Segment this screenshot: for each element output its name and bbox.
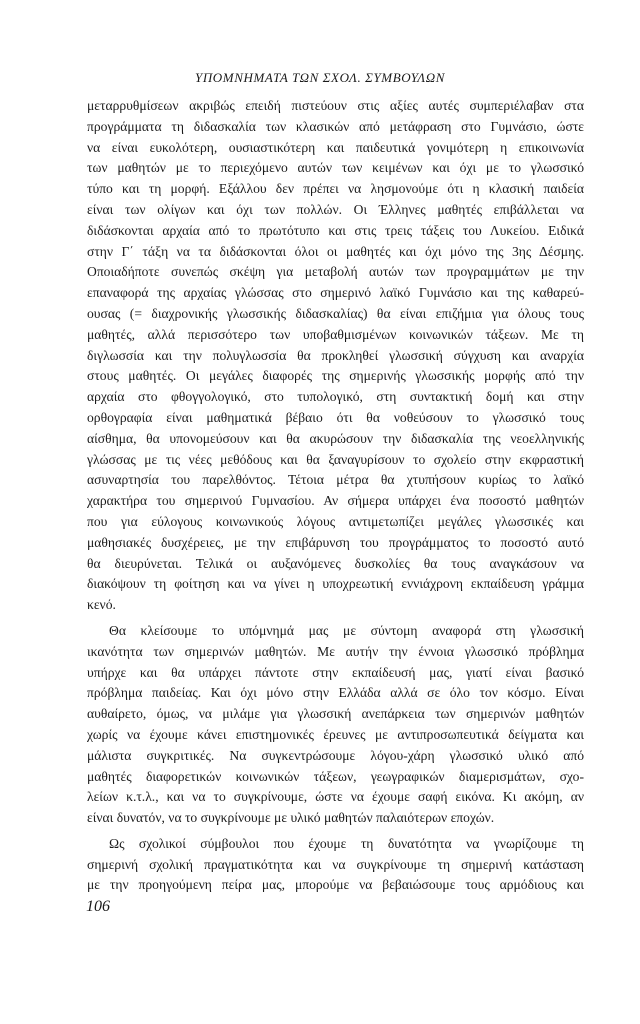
text-line: θα διευρύνεται. Τελικά οι αυξανόμενες δυσκολίες θα τους αναγκάσουν να [87, 555, 584, 571]
text-line: να είναι ευκολότερη, ουσιαστικότερη και παιδευτικά γονιμότερη η επικοινωνία [87, 139, 584, 155]
paragraph [87, 834, 584, 896]
text-line: γλώσσας με τις νέες μεθόδους και θα ξαναγυρίσουν το σχολείο στην εκφραστική [87, 451, 584, 467]
text-line: Οποιαδήποτε συνεπώς σκέψη για μεταβολή αυτών των προγραμμάτων με την [87, 264, 584, 280]
text-line: υπήρχε και θα υπάρχει πάντοτε στην εκπαίδευσή μας, γιατί είναι βασικό [87, 664, 584, 680]
text-line: χωρίς να έχουμε κάνει επιστημονικές έρευνες με αντιπροσωπευτικά δείγματα και [87, 726, 584, 742]
text-line: τύπο και τη μορφή. Εξάλλου δεν πρέπει να λησμονούμε ότι η κλασική παιδεία [87, 181, 584, 197]
paragraph [87, 96, 584, 616]
paragraph [87, 621, 584, 829]
text-line: των μαθητών με το περιεχόμενο αυτών των κειμένων και όχι με το γλωσσικό [87, 160, 584, 176]
running-header: ΥΠΟΜΝΗΜΑΤΑ ΤΩΝ ΣΧΟΛ. ΣΥΜΒΟΥΛΩΝ [194, 70, 446, 85]
text-line: ικανότητα των σημερινών μαθητών. Με αυτήν την έννοια γλωσσικό πρόβλημα [87, 643, 584, 659]
text-line: μαθησιακές δυσχέρειες, με την επιβάρυνση του προγράμματος το ποσοστό αυτό [87, 534, 584, 550]
text-line: προγράμματα τη διδασκαλία των κλασικών από μετάφραση στο Γυμνάσιο, ώστε [87, 118, 584, 134]
text-line: μαθητές διαφορετικών κοινωνικών τάξεων, γεωγραφικών διαμερισμάτων, σχο- [87, 768, 584, 784]
text-line: με την προηγούμενη πείρα μας, μπορούμε να βεβαιώσουμε τους αρμόδιους και [87, 877, 584, 893]
text-line: Ως σχολικοί σύμβουλοι που έχουμε τη δυνατότητα να γνωρίζουμε τη [109, 835, 584, 851]
text-line: μάλιστα συγκριτικές. Να συγκεντρώσουμε λόγου-χάρη γλωσσικό υλικό από [87, 747, 584, 763]
page-number: 106 [86, 898, 110, 915]
text-line: διακόψουν τη φοίτηση και να γίνει η υποχρεωτική εννιάχρονη εκπαίδευση γράμμα [87, 576, 584, 592]
text-line: στην Γ΄ τάξη να τα διδάσκονται όλοι οι μαθητές και όχι μόνο της 3ης Δέσμης. [87, 243, 584, 259]
text-line: μαθητές, αλλά περισσότερο των υποβαθμισμένων κοινωνικών τάξεων. Με τη [87, 326, 584, 342]
text-line: ουσας (= διαχρονικής γλωσσικής διδασκαλίας) θα είναι επιζήμια για όλους τους [87, 305, 584, 321]
text-line: διγλωσσία και την πολυγλωσσία θα προκληθεί γλωσσική σύγχυση και αναρχία [87, 347, 584, 363]
text-line: που για εύλογους κοινωνικούς λόγους αντιμετωπίζει μεγάλες γλωσσικές και [87, 513, 584, 529]
text-line: πρόβλημα παιδείας. Και όχι μόνο στην Ελλάδα αλλά σε όλο τον κόσμο. Είναι [87, 685, 584, 701]
text-line: κενό. [87, 597, 116, 613]
text-line: αίσθημα, θα υπονομεύσουν και θα ακυρώσουν την διδασκαλία της νεοελληνικής [87, 430, 584, 446]
text-line: μεταρρυθμίσεων ακριβώς επειδή πιστεύουν στις αξίες αυτές συμπεριέλαβαν στα [87, 98, 584, 113]
text-line: ασυναρτησία του παρελθόντος. Τέτοια μέτρα θα χτυπήσουν κυρίως το λαϊκό [87, 472, 584, 488]
text-line: είναι δυνατόν, να το συγκρίνουμε με υλικό μαθητών παλαιότερων εποχών. [87, 810, 495, 826]
text-line: χαρακτήρα του σημερινού Γυμνασίου. Αν σήμερα υπάρχει ένα ποσοστό μαθητών [87, 493, 584, 509]
body-text [87, 96, 584, 896]
text-line: αρχαία στο φθογγολογικό, στο τυπολογικό, στη συντακτική δομή και στην [87, 389, 584, 405]
text-line: ορθογραφία είναι μαθηματικά βέβαιο ότι θα νοθεύσουν το γλωσσικό τους [87, 409, 584, 425]
text-line: επαναφορά της αρχαίας γλώσσας στο σημερινό λαϊκό Γυμνάσιο και της καθαρεύ- [87, 285, 584, 301]
text-line: λείων κ.τ.λ., και να το συγκρίνουμε, ώστε να έχουμε σαφή εικόνα. Κι ακόμη, αν [87, 789, 584, 805]
text-line: διδάσκονται αρχαία από το πρωτότυπο και στις τρεις τάξεις του Λυκείου. Ειδικά [87, 222, 584, 238]
text-line: αυθαίρετο, όμως, να μιλάμε για γλωσσική ανεπάρκεια των σημερινών μαθητών [87, 706, 584, 722]
text-line: σημερινή σχολική πραγματικότητα και να συγκρίνουμε τη σημερινή κατάσταση [87, 856, 584, 872]
text-line: Θα κλείσουμε το υπόμνημά μας με σύντομη αναφορά στη γλωσσική [109, 622, 584, 638]
text-line: στους μαθητές. Οι μεγάλες διαφορές της σημερινής γλωσσικής μορφής από την [87, 368, 584, 384]
text-line: είναι των ολίγων και όχι των πολλών. Οι Έλληνες μαθητές επιβάλλεται να [87, 201, 584, 217]
